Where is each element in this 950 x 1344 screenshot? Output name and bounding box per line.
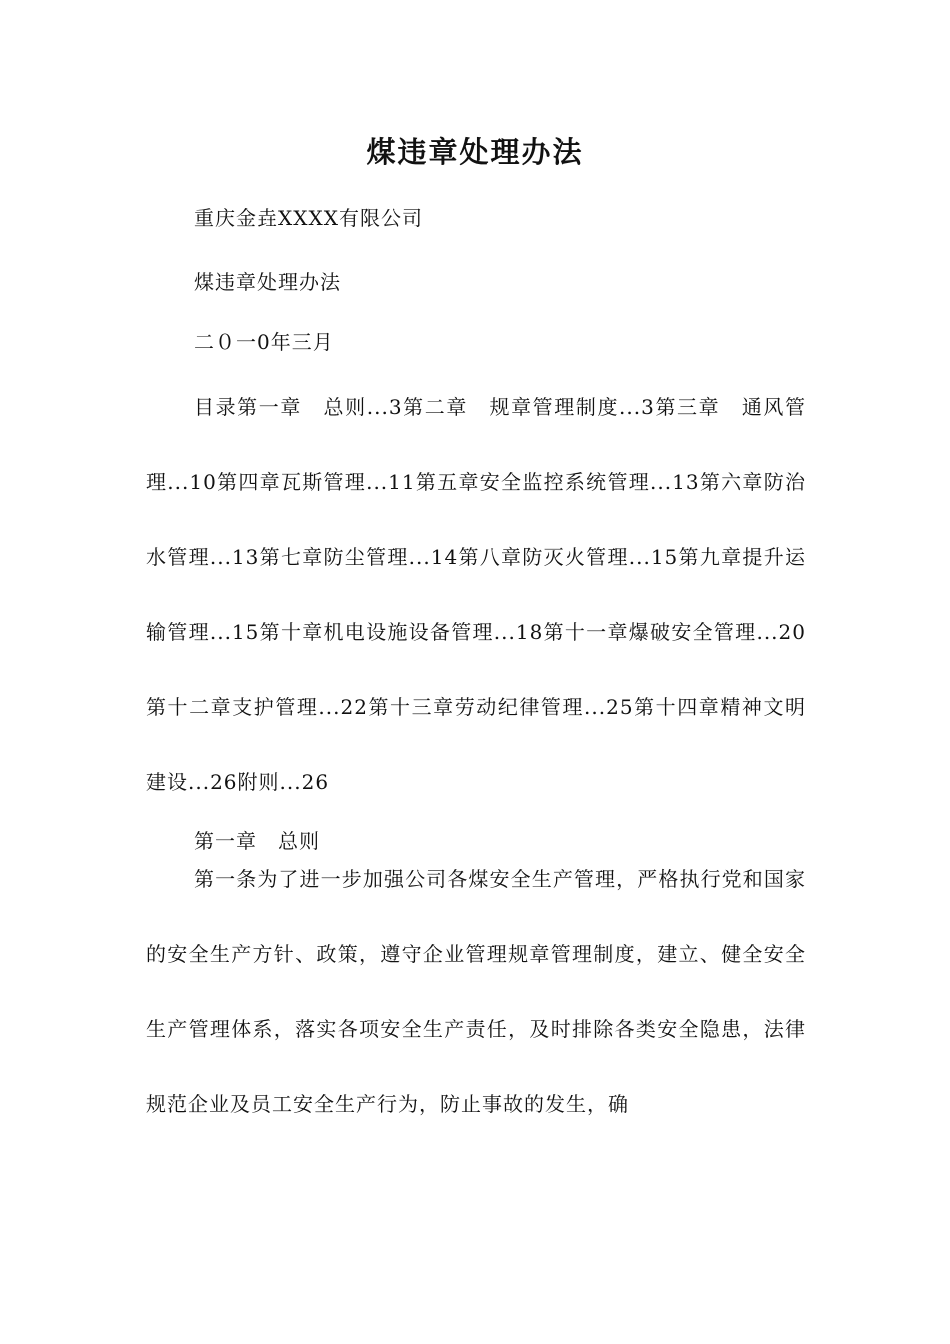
chapter-heading: 第一章 总则 bbox=[194, 829, 320, 853]
document-subtitle: 煤违章处理办法 bbox=[194, 270, 341, 294]
table-of-contents: 目录第一章 总则...3第二章 规章管理制度...3第三章 通风管理...10第四章瓦斯管理...11第五章安全监控系统管理...13第六章防治水管理...13第七章防尘管理...14第八章防灭火管理...15第九章提升运输管理...15第十章机电设施设备管理...18第十一章爆破安全管理...20第十二章支护管理...22第十三章劳动纪律管理...25第十四章精神文明建设...26附则...26 bbox=[146, 395, 806, 794]
article-paragraph: 第一条为了进一步加强公司各煤安全生产管理，严格执行党和国家的安全生产方针、政策，遵守企业管理规章管理制度，建立、健全安全生产管理体系，落实各项安全生产责任，及时排除各类安全隐患，法律规范企业及员工安全生产行为，防止事故的发生，确 bbox=[146, 867, 806, 1116]
company-name: 重庆金垚XXXX有限公司 bbox=[194, 206, 423, 230]
document-date: 二０一0年三月 bbox=[194, 330, 334, 354]
document-title: 煤违章处理办法 bbox=[366, 135, 584, 169]
